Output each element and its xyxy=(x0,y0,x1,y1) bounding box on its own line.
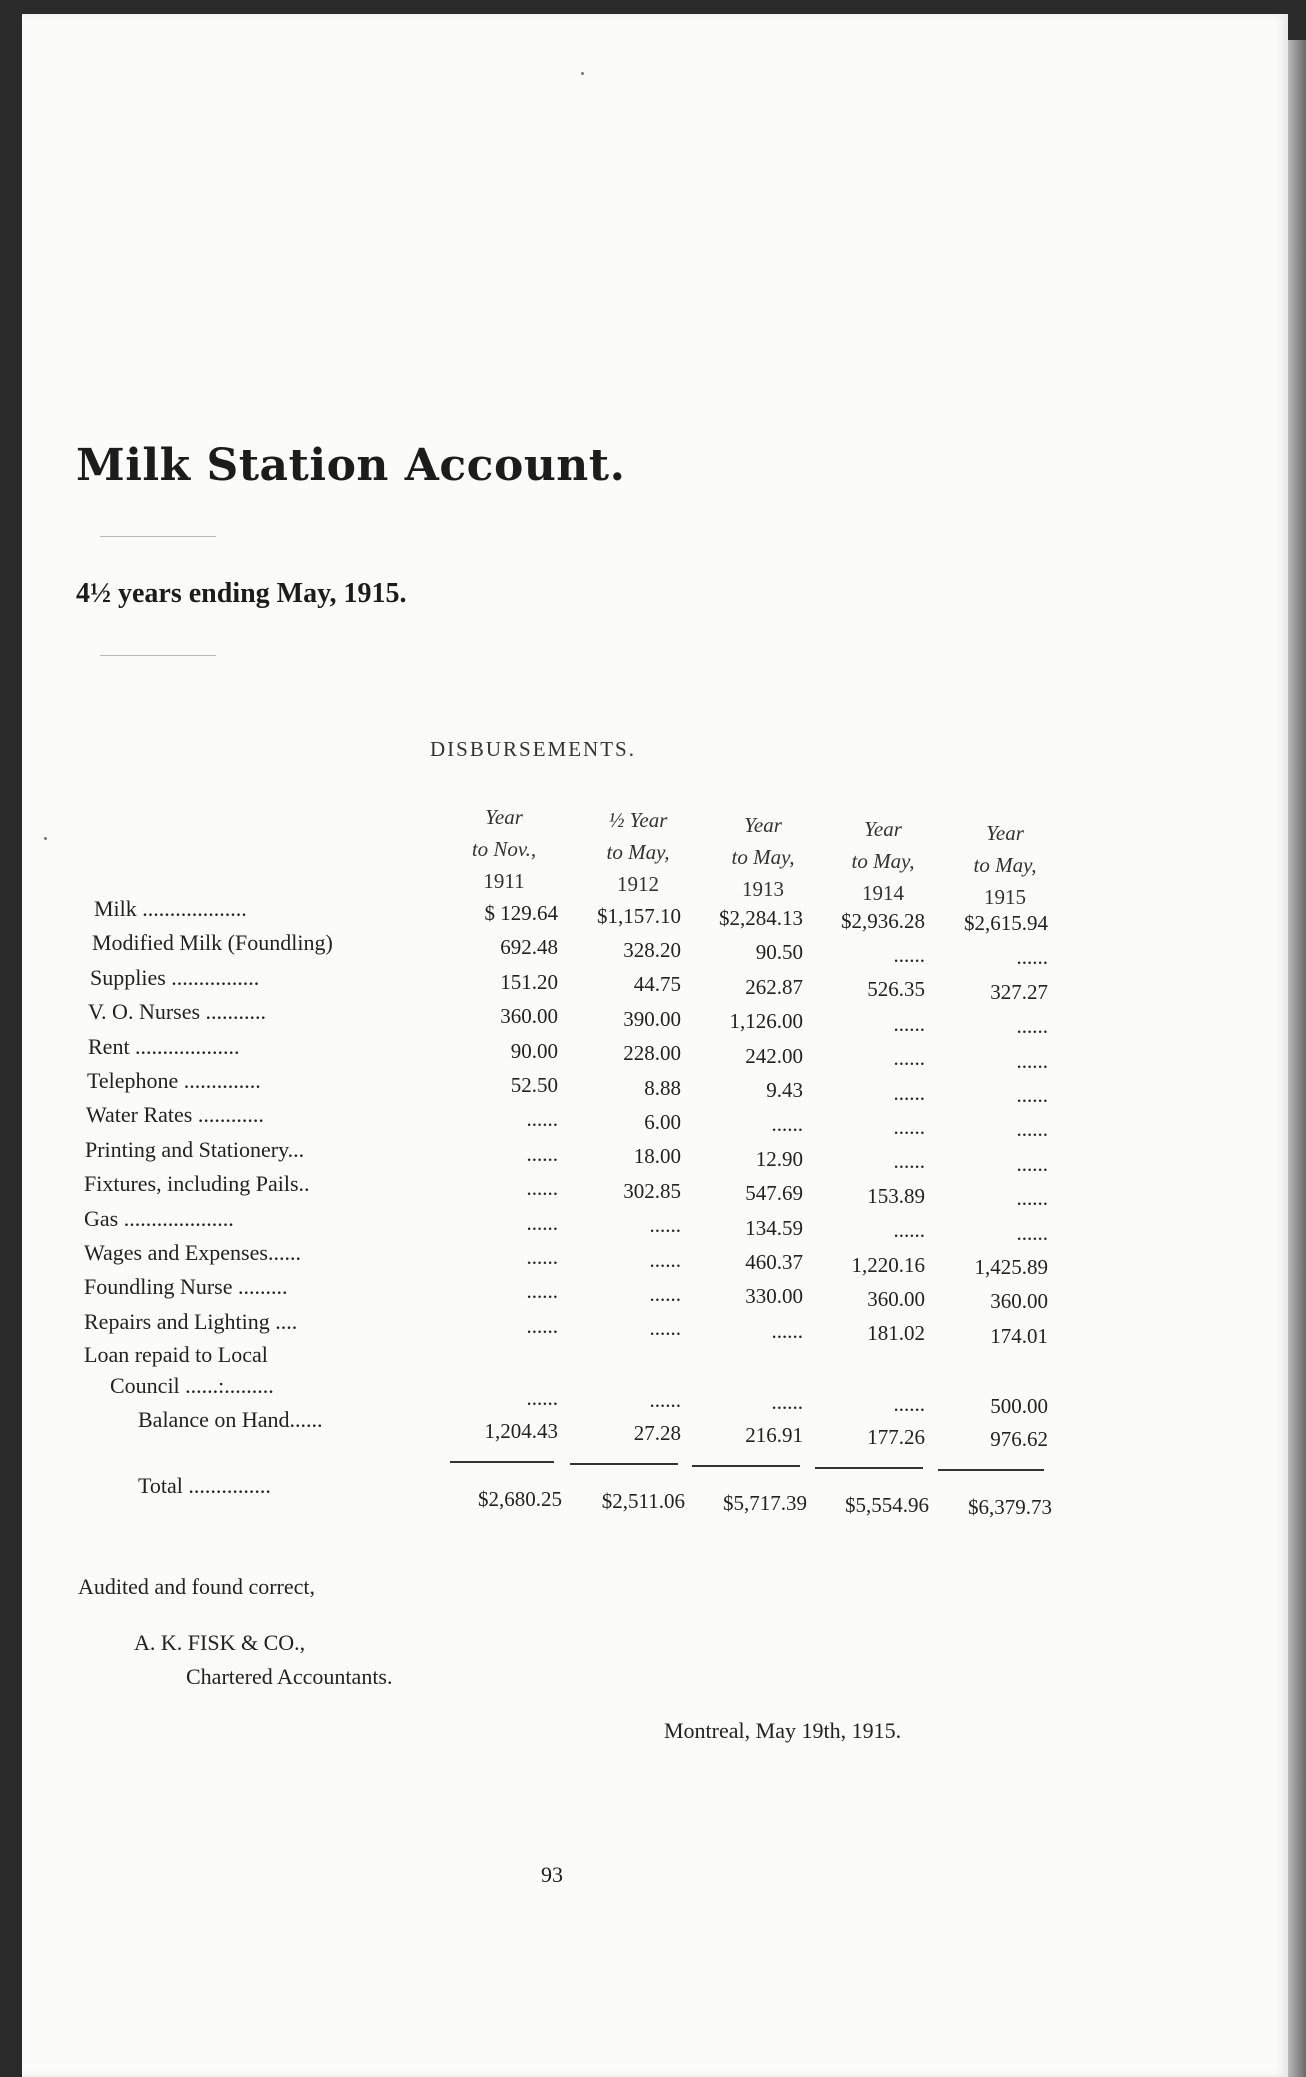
column-header-line2: to May, xyxy=(973,853,1037,877)
table-cell: ...... xyxy=(1016,1186,1048,1211)
table-cell: 9.43 xyxy=(766,1078,803,1102)
column-header xyxy=(454,801,554,897)
table-cell: ...... xyxy=(526,1245,558,1269)
page-edge xyxy=(1288,40,1306,2077)
table-cell: ...... xyxy=(649,1281,681,1306)
table-cell: $2,936.28 xyxy=(841,908,925,933)
sum-rule xyxy=(570,1463,678,1465)
table-cell: 181.02 xyxy=(867,1321,925,1346)
table-cell: 134.59 xyxy=(745,1215,803,1240)
auditor-role: Chartered Accountants. xyxy=(186,1664,393,1689)
sum-rule xyxy=(815,1467,923,1469)
table-cell: 500.00 xyxy=(990,1394,1048,1418)
table-cell: ...... xyxy=(893,1149,925,1174)
table-cell: 6.00 xyxy=(644,1109,681,1134)
table-cell: 360.00 xyxy=(500,1004,558,1029)
table-cell: ...... xyxy=(893,1392,925,1416)
total-label: Total ............... xyxy=(138,1473,271,1498)
auditor-firm: A. K. FISK & CO., xyxy=(134,1630,306,1655)
row-label: Loan repaid to Local xyxy=(84,1342,268,1367)
row-label: Fixtures, including Pails.. xyxy=(84,1171,310,1197)
table-cell: 90.00 xyxy=(510,1038,558,1063)
table-cell: ...... xyxy=(526,1107,558,1132)
column-header-year: 1911 xyxy=(483,869,525,893)
sum-rule xyxy=(450,1461,554,1463)
table-cell: ...... xyxy=(649,1247,681,1272)
column-header-line1: Year xyxy=(986,821,1024,845)
table-cell: ...... xyxy=(526,1386,558,1410)
column-header-year: 1913 xyxy=(742,877,784,901)
table-cell: 262.87 xyxy=(745,974,803,999)
page-subtitle: 4½ years ending May, 1915. xyxy=(76,578,407,609)
table-cell: 330.00 xyxy=(745,1284,803,1309)
column-header-line1: Year xyxy=(864,817,902,841)
table-cell: 328.20 xyxy=(623,937,681,962)
table-cell: ...... xyxy=(1016,1151,1048,1176)
table-cell: $ 129.64 xyxy=(484,901,558,925)
column-header xyxy=(950,817,1060,913)
table-cell: 174.01 xyxy=(990,1323,1048,1348)
row-label-continued: Council ......:......... xyxy=(110,1373,274,1398)
table-cell: 242.00 xyxy=(745,1043,803,1068)
table-cell: 976.62 xyxy=(990,1427,1048,1451)
column-header xyxy=(708,809,818,905)
table-cell: 216.91 xyxy=(745,1423,803,1447)
column-header-year: 1914 xyxy=(862,881,904,905)
column-header-line2: to May, xyxy=(731,845,795,869)
row-label: Water Rates ............ xyxy=(86,1102,264,1128)
total-cell: $6,379.73 xyxy=(968,1495,1052,1519)
sum-rule xyxy=(938,1469,1044,1471)
table-cell: ...... xyxy=(1016,1048,1048,1073)
page-number: 93 xyxy=(541,1862,563,1887)
table-cell: 44.75 xyxy=(633,972,681,997)
table-cell: ...... xyxy=(1016,1117,1048,1142)
table-cell: ...... xyxy=(893,1218,925,1243)
column-header-line2: to Nov., xyxy=(471,837,537,861)
table-cell: 1,425.89 xyxy=(974,1255,1048,1279)
column-header-line1: Year xyxy=(485,805,523,829)
table-cell: ...... xyxy=(649,1316,681,1341)
table-cell: 18.00 xyxy=(633,1144,681,1169)
row-label: Wages and Expenses...... xyxy=(84,1240,301,1265)
row-label: Repairs and Lighting .... xyxy=(84,1308,298,1334)
table-cell: ...... xyxy=(893,1046,925,1071)
table-cell: 228.00 xyxy=(623,1041,681,1066)
section-heading: DISBURSEMENTS. xyxy=(430,737,636,761)
row-label: Balance on Hand...... xyxy=(138,1407,323,1432)
table-cell: ...... xyxy=(526,1141,558,1166)
table-cell: 151.20 xyxy=(500,969,558,994)
table-cell: 27.28 xyxy=(633,1421,681,1445)
table-cell: ...... xyxy=(649,1388,681,1412)
table-cell: ...... xyxy=(526,1279,558,1304)
table-cell: 1,126.00 xyxy=(729,1009,803,1034)
table-cell: ...... xyxy=(526,1210,558,1235)
table-cell: $2,284.13 xyxy=(719,906,803,930)
column-header xyxy=(828,813,938,909)
table-cell: 327.27 xyxy=(990,979,1048,1004)
table-cell: 526.35 xyxy=(867,977,925,1002)
table-cell: ...... xyxy=(771,1390,803,1414)
column-header-line2: to May, xyxy=(851,849,915,873)
title-rule xyxy=(100,536,216,537)
speck-mark xyxy=(44,837,47,840)
row-label: Milk ................... xyxy=(94,896,247,921)
row-label: Printing and Stationery... xyxy=(85,1136,305,1162)
place-date: Montreal, May 19th, 1915. xyxy=(664,1718,902,1743)
table-cell: $1,157.10 xyxy=(597,903,681,928)
table-cell: 692.48 xyxy=(500,935,558,960)
table-cell: 52.50 xyxy=(510,1073,558,1097)
table-cell: 177.26 xyxy=(867,1425,925,1449)
audit-statement: Audited and found correct, xyxy=(78,1574,316,1599)
table-cell: ...... xyxy=(893,942,925,967)
table-cell: 1,204.43 xyxy=(484,1419,558,1443)
table-cell: ...... xyxy=(526,1313,558,1338)
table-cell: 302.85 xyxy=(623,1178,681,1203)
table-cell: 12.90 xyxy=(755,1146,803,1171)
column-header-line1: ½ Year xyxy=(608,808,668,832)
row-label: Supplies ................ xyxy=(90,964,260,990)
table-cell: 390.00 xyxy=(623,1006,681,1031)
column-header-line2: to May, xyxy=(606,840,670,864)
column-header-year: 1912 xyxy=(617,872,659,896)
table-cell: 360.00 xyxy=(990,1289,1048,1314)
column-header-year: 1915 xyxy=(984,885,1026,909)
total-cell: $5,554.96 xyxy=(845,1493,929,1517)
table-cell: ...... xyxy=(649,1213,681,1238)
total-cell: $5,717.39 xyxy=(723,1491,807,1515)
total-cell: $2,680.25 xyxy=(478,1487,562,1511)
table-cell: ...... xyxy=(893,1080,925,1105)
column-header-line1: Year xyxy=(744,813,782,837)
table-cell: ...... xyxy=(893,1114,925,1139)
table-cell: ...... xyxy=(526,1176,558,1201)
column-header xyxy=(583,804,693,900)
table-cell: 153.89 xyxy=(867,1183,925,1208)
table-cell: ...... xyxy=(771,1112,803,1137)
table-cell: ...... xyxy=(1016,1083,1048,1107)
row-label: Telephone .............. xyxy=(87,1068,261,1093)
table-cell: ...... xyxy=(1016,945,1048,970)
sum-rule xyxy=(692,1465,800,1467)
table-cell: 460.37 xyxy=(745,1250,803,1274)
table-cell: 90.50 xyxy=(755,940,803,965)
row-label: V. O. Nurses ........... xyxy=(88,999,267,1025)
table-cell: 360.00 xyxy=(867,1286,925,1311)
row-label: Rent ................... xyxy=(88,1033,240,1059)
page-title: Milk Station Account. xyxy=(76,440,626,491)
table-cell: 547.69 xyxy=(745,1181,803,1206)
table-cell: ...... xyxy=(1016,1014,1048,1039)
speck-mark xyxy=(581,72,584,75)
row-label: Foundling Nurse ......... xyxy=(84,1274,288,1300)
table-cell: 1,220.16 xyxy=(851,1252,925,1277)
table-cell: $2,615.94 xyxy=(964,911,1048,935)
table-cell: ...... xyxy=(1016,1220,1048,1245)
table-cell: ...... xyxy=(893,1011,925,1036)
row-label: Modified Milk (Foundling) xyxy=(92,930,333,956)
total-cell: $2,511.06 xyxy=(601,1489,685,1513)
subtitle-rule xyxy=(100,655,216,656)
table-cell: 8.88 xyxy=(644,1075,681,1100)
row-label: Gas .................... xyxy=(84,1205,234,1231)
table-cell: ...... xyxy=(771,1318,803,1343)
